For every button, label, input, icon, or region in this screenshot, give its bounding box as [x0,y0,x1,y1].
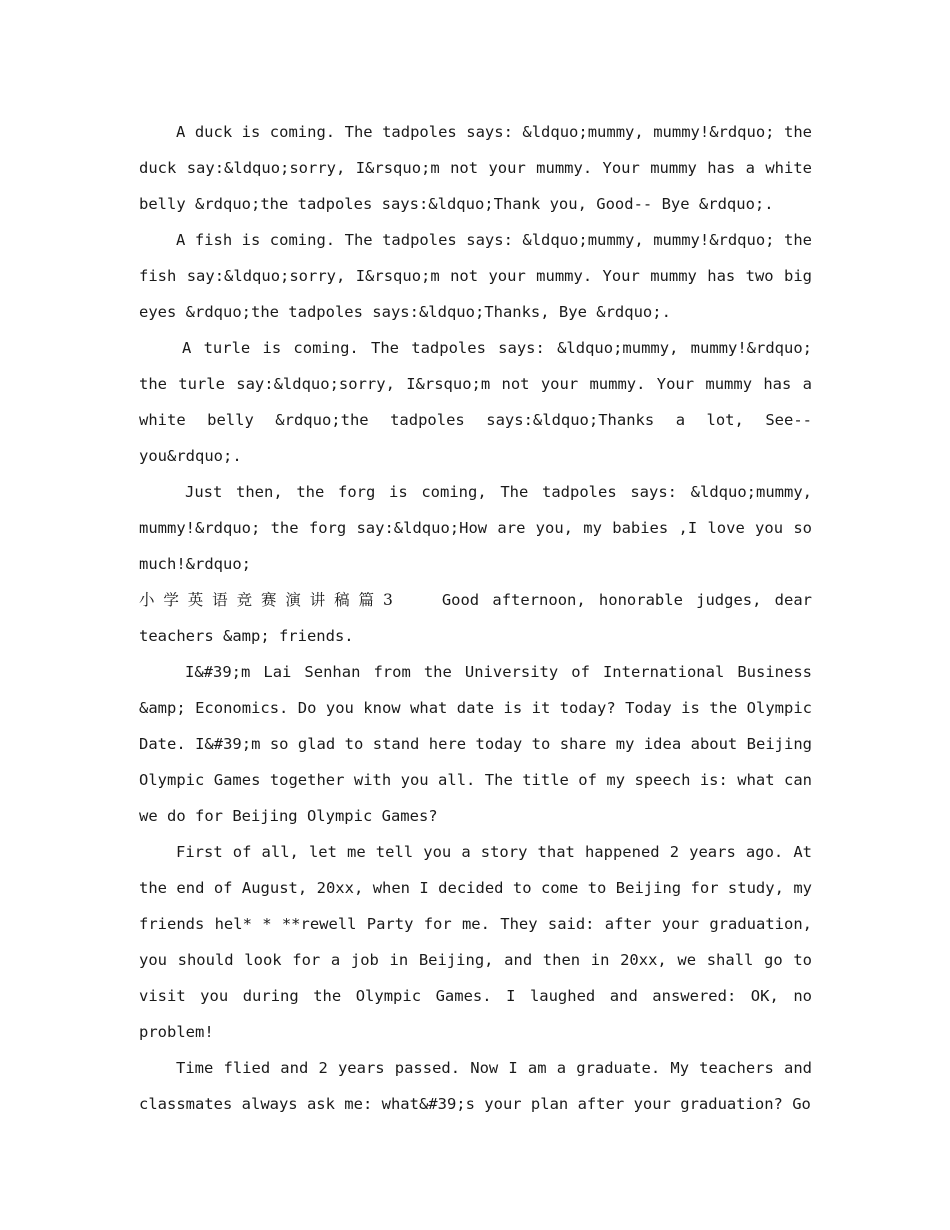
section-heading: 小学英语竞赛演讲稿篇3 [139,591,398,609]
speech-story: First of all, let me tell you a story that happened 2 years ago. At the end of August, 20xx, when I decided to come to Beijing for study, my friends hel* * **rewell Party for me. They said: after your graduation, you should look for a job in Beijing, and then in 20xx, we shall go to visit you during the Olympic Games. I laughed and answered: OK, no problem! [139,843,812,1041]
section-paragraph [139,582,812,654]
speech-time: Time flied and 2 years passed. Now I am a graduate. My teachers and classmates always ask me: what&#39;s your plan after your graduation? Go [139,1059,812,1113]
paragraph-turtle: A turle is coming. The tadpoles says: &ldquo;mummy, mummy!&rdquo; the turle say:&ldquo;sorry, I&rsquo;m not your mummy. Your mummy has a white belly &rdquo;the tadpoles says:&ldquo;Thanks a lot, See-- you&rdquo;. [139,339,812,465]
paragraph-frog: Just then, the forg is coming, The tadpoles says: &ldquo;mummy, mummy!&rdquo; the forg say:&ldquo;How are you, my babies ,I love you so much!&rdquo; [139,483,812,573]
paragraph-fish: A fish is coming. The tadpoles says: &ldquo;mummy, mummy!&rdquo; the fish say:&ldquo;sorry, I&rsquo;m not your mummy. Your mummy has two big eyes &rdquo;the tadpoles says:&ldquo;Thanks, Bye &rdquo;. [139,231,812,321]
paragraph-duck: A duck is coming. The tadpoles says: &ldquo;mummy, mummy!&rdquo; the duck say:&ldquo;sorry, I&rsquo;m not your mummy. Your mummy has a white belly &rdquo;the tadpoles says:&ldquo;Thank you, Good-- Bye &rdquo;. [139,123,812,213]
document-page [139,114,812,1122]
speech-intro: I&#39;m Lai Senhan from the University of International Business &amp; Economics. Do you know what date is it today? Today is the Olympic Date. I&#39;m so glad to stand here today to share my idea about Beijing Olympic Games together with you all. The title of my speech is: what can we do for Beijing Olympic Games? [139,663,812,825]
section-opening: Good afternoon, honorable judges, dear teachers &amp; friends. [139,591,812,645]
